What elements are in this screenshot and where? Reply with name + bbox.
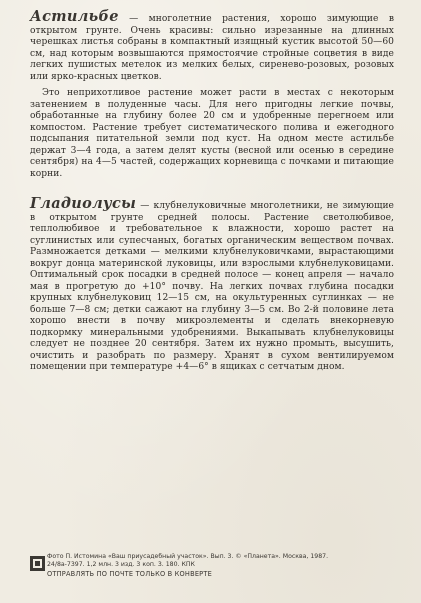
astilbe-intro-text: — многолетние растения, хорошо зимующие в открытом грунте. Очень красивы: сильно изрезанные на длинных черешках листья собраны в компактный изящный кустик высотой 50—60 см, над которым возвышаются прямостоячие стройные соцветия в виде легких пушистых метелок из мелких белых, сиренево-розовых, розовых или ярко-красных цветков. — [30, 14, 394, 82]
astilbe-care-paragraph: Это неприхотливое растение может расти в местах с некоторым затенением в полуденные часы. Для него пригодны легкие почвы, обработанные на глубину более 20 см и удобренные перегноем или компостом. Растение требует систематического полива и ежегодного подсыпания питательной земли под куст. На одном месте астильбе держат 3—4 года, а затем делят кусты (весной или осенью в середине сентября) на 4—5 частей, содержащих корневища с почками и питающие корни. — [30, 88, 394, 179]
imprint-text — [47, 553, 392, 578]
astilbe-heading: Астильбе — [30, 8, 119, 25]
mailing-instruction: ОТПРАВЛЯТЬ ПО ПОЧТЕ ТОЛЬКО В КОНВЕРТЕ — [47, 569, 212, 578]
photo-credit-line: Фото П. Истомина «Ваш приусадебный участок». Вып. 3. © «Планета». Москва, 1987. — [47, 553, 329, 560]
astilbe-intro-paragraph — [30, 8, 394, 83]
gladiolus-text: — клубнелуковичные многолетники, не зимующие в открытом грунте средней полосы. Растение светолюбивое, теплолюбивое и требовательное к влажности, хорошо растет на суглинистых или супесчаных, богатых органическим веществом почвах. Размножается детками — мелкими клубнелуковичками, вырастающими вокруг донца материнской луковицы, или взрослыми клубнелуковицами. Оптимальный срок посадки в средней полосе — конец апреля — начало мая в прогретую до +10° почву. На легких почвах глубина посадки крупных клубнелуковиц 12—15 см, на окультуренных суглинках — не больше 7—8 см; детки сажают на глубину 3—5 см. Во 2-й половине лета хорошо внести в почву микроэлементы и сделать внекорневую подкормку минеральными удобрениями. Выкапывать клубнелуковицы следует не позднее 20 сентября. Затем их нужно промыть, высушить, очистить и разобрать по размеру. Хранят в сухом вентилируемом помещении при температуре +4—6° в ящиках с сетчатым дном. — [30, 201, 394, 372]
publisher-logo-icon — [30, 556, 45, 571]
print-info-line: 24/8а-7397. 1,2 млн. 3 изд. 3 коп. 3. 180. КПК — [47, 561, 195, 569]
gladiolus-heading: Гладиолусы — [30, 195, 137, 212]
gladiolus-paragraph — [30, 195, 394, 374]
text-content — [30, 8, 394, 374]
